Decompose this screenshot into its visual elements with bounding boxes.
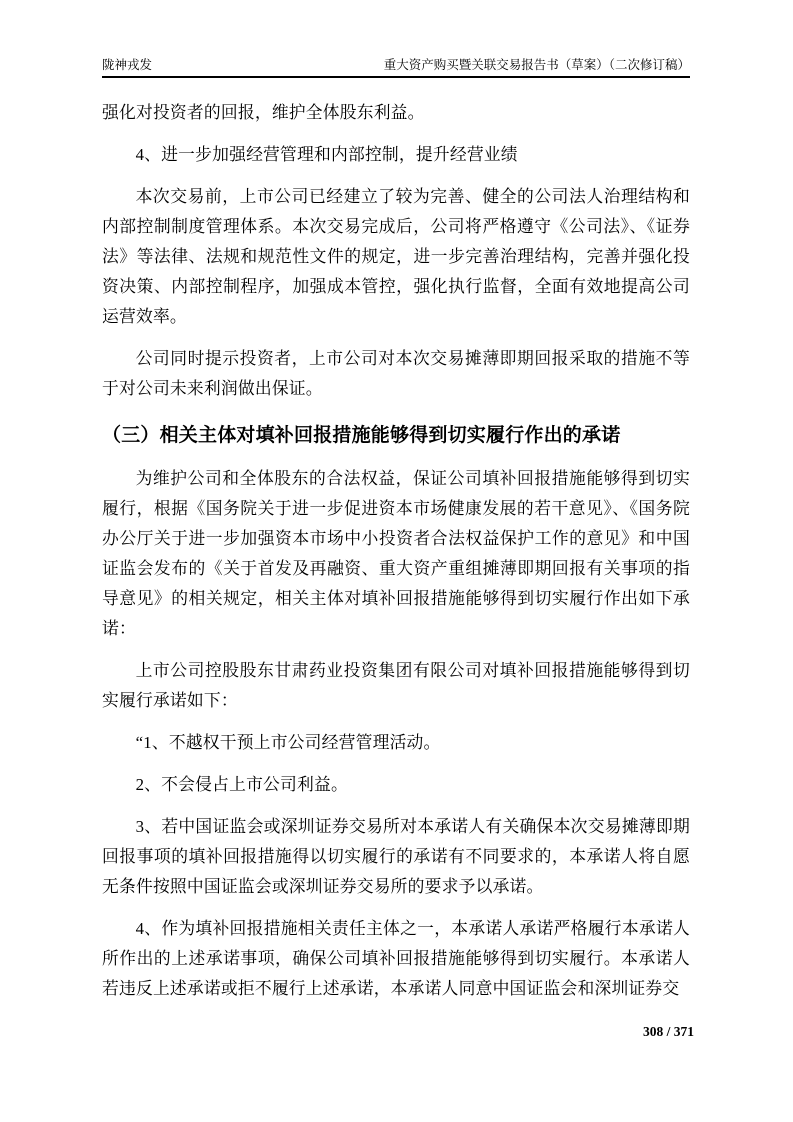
page-number: 308 / 371 [642, 1024, 694, 1039]
paragraph: 为维护公司和全体股东的合法权益，保证公司填补回报措施能够得到切实履行，根据《国务院关于进一步促进资本市场健康发展的若干意见》、《国务院办公厅关于进一步加强资本市场中小投资者合法权益保护工作的意见》和中国证监会发布的《关于首发及再融资、重大资产重组摊薄即期回报有关事项的指导意见》的相关规定，相关主体对填补回报措施能够得到切实履行作出如下承诺： [102, 469, 690, 638]
paragraph: 上市公司控股股东甘肃药业投资集团有限公司对填补回报措施能够得到切实履行承诺如下： [102, 661, 690, 710]
paragraph: 公司同时提示投资者，上市公司对本次交易摊薄即期回报采取的措施不等于对公司未来利润做出保证。 [102, 349, 690, 398]
numbered-subheading: 4、进一步加强经营管理和内部控制，提升经营业绩 [135, 145, 518, 164]
section-heading: （三）相关主体对填补回报措施能够得到切实履行作出的承诺 [102, 425, 621, 446]
paragraph-commitment-item: 3、若中国证监会或深圳证券交易所对本承诺人有关确保本次交易摊薄即期回报事项的填补回报措施得以切实履行的承诺有不同要求的，本承诺人将自愿无条件按照中国证监会或深圳证券交易所的要求予以承诺。 [102, 817, 690, 896]
paragraph-commitment-item: “1、不越权干预上市公司经营管理活动。 [135, 733, 441, 752]
paragraph-continuation: 强化对投资者的回报，维护全体股东利益。 [102, 103, 425, 122]
header-report-title: 重大资产购买暨关联交易报告书（草案）（二次修订稿） [383, 58, 690, 72]
paragraph: 本次交易前，上市公司已经建立了较为完善、健全的公司法人治理结构和内部控制制度管理体系。本次交易完成后，公司将严格遵守《公司法》、《证券法》等法律、法规和规范性文件的规定，进一步完善治理结构，完善并强化投资决策、内部控制程序，加强成本管控，强化执行监督，全面有效地提高公司运营效率。 [102, 187, 690, 326]
running-header [102, 57, 690, 78]
header-company-short-name: 陇神戎发 [102, 58, 153, 72]
paragraph-commitment-item: 2、不会侵占上市公司利益。 [135, 775, 348, 794]
page-body [102, 78, 690, 1004]
paragraph-commitment-item: 4、作为填补回报措施相关责任主体之一，本承诺人承诺严格履行本承诺人所作出的上述承诺事项，确保公司填补回报措施能够得到切实履行。本承诺人若违反上述承诺或拒不履行上述承诺，本承诺人同意中国证监会和深圳证券交 [102, 919, 690, 998]
